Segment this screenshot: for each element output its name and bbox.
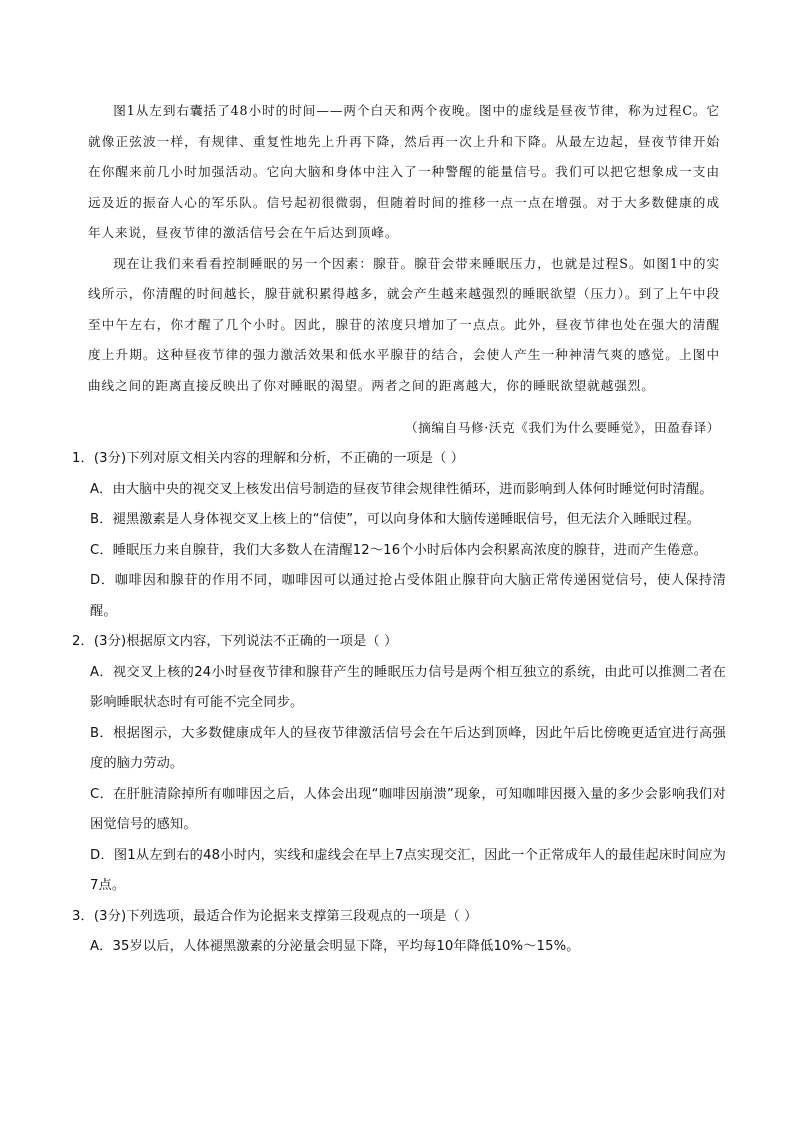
reading-passage: [88, 96, 720, 401]
passage-paragraph-2: 现在让我们来看看控制睡眠的另一个因素：腺苷。腺苷会带来睡眠压力，也就是过程S。如图1中的实线所示，你清醒的时间越长，腺苷就积累得越多，就会产生越来越强烈的睡眠欲望（压力）。到了上午中段至中午左右，你才醒了几个小时。因此，腺苷的浓度只增加了一点点。此外，昼夜节律也处在强大的清醒度上升期。这种昼夜节律的强力激活效果和低水平腺苷的结合，会使人产生一种神清气爽的感觉。上图中曲线之间的距离直接反映出了你对睡眠的渴望。两者之间的距离越大，你的睡眠欲望就越强烈。: [88, 255, 720, 393]
passage-paragraph-1: 图1从左到右囊括了48小时的时间——两个白天和两个夜晚。图中的虚线是昼夜节律，称为过程C。它就像正弦波一样，有规律、重复性地先上升再下降，然后再一次上升和下降。从最左边起，昼夜节律开始在你醒来前几小时加强活动。它向大脑和身体中注入了一种警醒的能量信号。我们可以把它想象成一支由远及近的振奋人心的军乐队。信号起初很微弱，但随着时间的推移一点一点在增强。对于大多数健康的成年人来说，昼夜节律的激活信号会在午后达到顶峰。: [88, 103, 720, 240]
question-2: [72, 627, 726, 902]
option-a: A．35岁以后，人体褪黑激素的分泌量会明显下降，平均每10年降低10%～15%。: [90, 939, 580, 954]
option-d: D．咖啡因和腺苷的作用不同，咖啡因可以通过抢占受体阻止腺苷向大脑正常传递困觉信号，使人保持清醒。: [90, 573, 726, 619]
option-b: B．褪黑激素是人身体视交叉上核上的“信使”，可以向身体和大脑传递睡眠信号，但无法介入睡眠过程。: [90, 512, 701, 527]
question-3: [72, 902, 726, 963]
passage-source: （摘编自马修·沃克《我们为什么要睡觉》，田盈春译）: [405, 420, 720, 435]
question-list: [72, 444, 726, 963]
option-b: B．根据图示，大多数健康成年人的昼夜节律激活信号会在午后达到顶峰，因此午后比傍晚更适宜进行高强度的脑力劳动。: [90, 725, 726, 771]
question-stem: 3．(3分)下列选项，最适合作为论据来支撑第三段观点的一项是（ ）: [72, 908, 478, 924]
question-stem: 1．(3分)下列对原文相关内容的理解和分析，不正确的一项是（ ）: [72, 451, 465, 466]
question-stem: 2．(3分)根据原文内容，下列说法不正确的一项是（ ）: [72, 634, 398, 649]
question-1: [72, 444, 726, 627]
option-c: C．睡眠压力来自腺苷，我们大多数人在清醒12～16个小时后体内会积累高浓度的腺苷，进而产生倦意。: [90, 542, 708, 558]
option-a: A．由大脑中央的视交叉上核发出信号制造的昼夜节律会规律性循环，进而影响到人体何时睡觉何时清醒。: [90, 481, 713, 497]
option-c: C．在肝脏清除掉所有咖啡因之后，人体会出现“咖啡因崩溃”现象，可知咖啡因摄入量的多少会影响我们对困觉信号的感知。: [90, 786, 726, 832]
option-a: A．视交叉上核的24小时昼夜节律和腺苷产生的睡眠压力信号是两个相互独立的系统，由此可以推测二者在影响睡眠状态时有可能不完全同步。: [90, 664, 726, 710]
option-d: D．图1从左到右的48小时内，实线和虚线会在早上7点实现交汇，因此一个正常成年人的最佳起床时间应为7点。: [90, 847, 726, 893]
